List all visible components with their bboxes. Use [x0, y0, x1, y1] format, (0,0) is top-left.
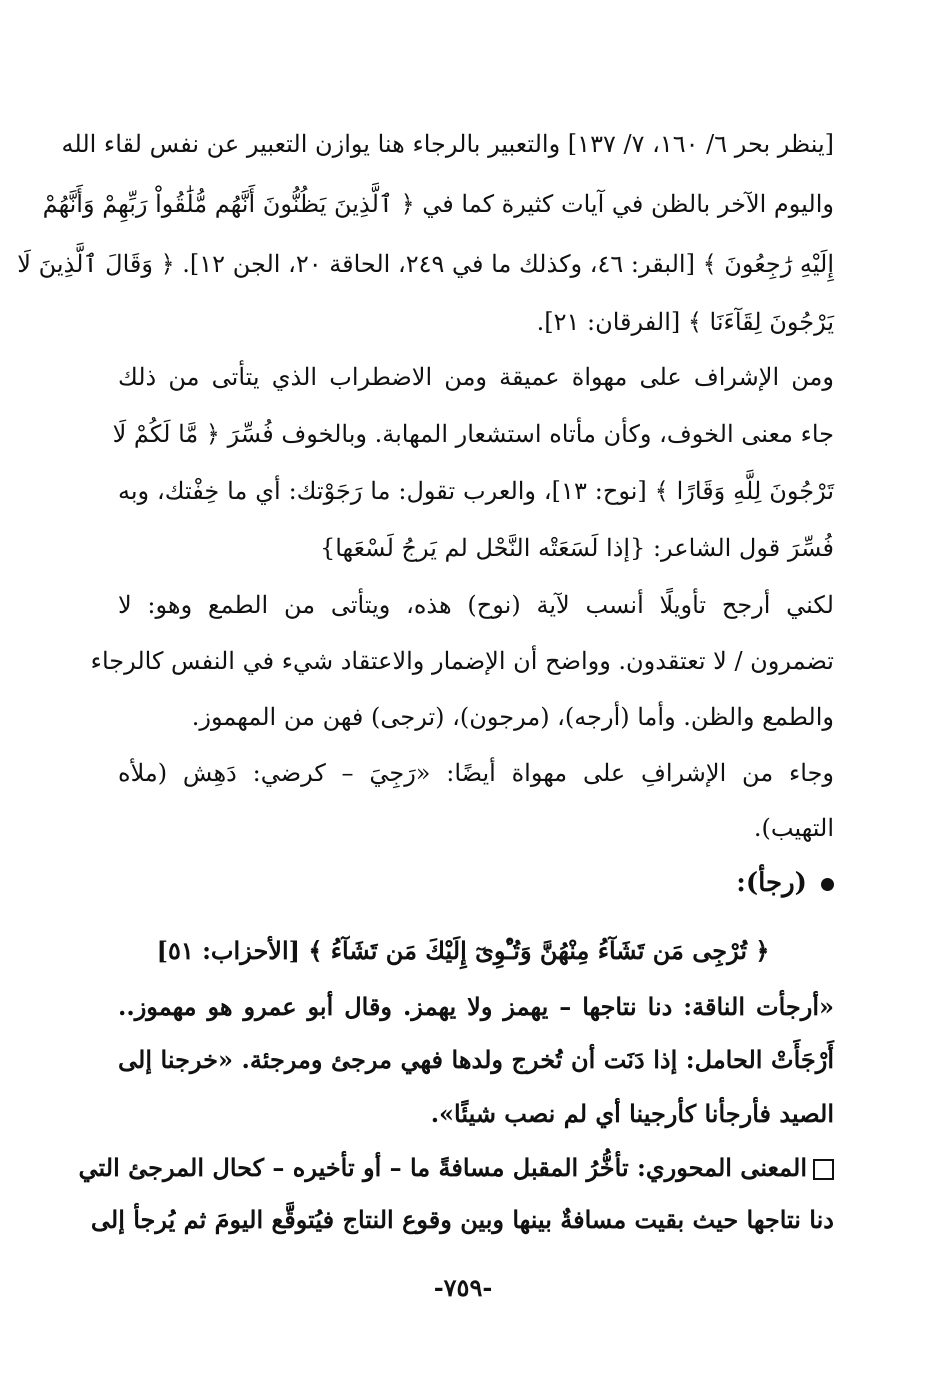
quote-line: «أرجأت الناقة: دنا نتاجها – يهمز ولا يهمز. وقال أبو عمرو هو مهموز..	[118, 992, 834, 1021]
text-line: فُسِّرَ قول الشاعر: {إذا لَسَعَتْه النَّحْل لم يَرجُ لَسْعَها}	[319, 534, 834, 562]
text-line: لكني أرجح تأويلًا أنسب لآية (نوح) هذه، ويتأتى من الطمع وهو: لا	[118, 591, 834, 619]
page-number: -٧٥٩-	[433, 1273, 493, 1302]
text-line: ومن الإشراف على مهواة عميقة ومن الاضطراب الذي يتأتى من ذلك	[118, 363, 834, 391]
text-line: يَرْجُونَ لِقَآءَنَا ﴾ [الفرقان: ٢١].	[536, 308, 834, 336]
square-box-icon	[813, 1159, 834, 1180]
bullet-icon	[821, 878, 834, 891]
core-meaning-line: المعنى المحوري: تأخُّرُ المقبل مسافةً ما – أو تأخيره – كحال المرجئ التي	[118, 1148, 834, 1192]
entry-heading	[118, 863, 834, 907]
text-line: [ينظر بحر ٦/ ١٦٠، ٧/ ١٣٧] والتعبير بالرجاء هنا يوازن التعبير عن نفس لقاء الله	[61, 130, 834, 158]
quote-line: الصيد فأرجأنا كأرجينا أي لم نصب شيئًا».	[430, 1099, 834, 1128]
text-line: وجاء من الإشرافِ على مهواة أيضًا: «رَجِيَ – كرضي: دَهِش (ملأه	[118, 759, 834, 787]
text-line: التهيب).	[753, 814, 834, 842]
text-line: تضمرون / لا تعتقدون. وواضح أن الإضمار والاعتقاد شيء في النفس كالرجاء	[90, 647, 834, 675]
quote-line: أَرْجَأَتْ الحامل: إذا دَنَت أن تُخرج ولدها فهي مرجئ ومرجئة. «خرجنا إلى	[118, 1045, 834, 1074]
entry-heading-text: (رجأ):	[736, 868, 807, 898]
text-line: واليوم الآخر بالظن في آيات كثيرة كما في ﴿ ٱلَّذِينَ يَظُنُّونَ أَنَّهُم مُّلَٰقُواْ رَبِّهِمْ وَأَنَّهُمْ	[42, 190, 834, 218]
core-meaning-line: دنا نتاجها حيث بقيت مسافةٌ بينها وبين وقوع النتاج فيُتوقَّع اليومَ ثم يُرجأ إلى	[90, 1205, 834, 1234]
quran-verse: ﴿ تُرْجِى مَن تَشَآءُ مِنْهُنَّ وَتُـْٔوِىٓ إِلَيْكَ مَن تَشَآءُ ﴾ [الأحزاب: ٥١]	[156, 936, 770, 965]
text-line: تَرْجُونَ لِلَّهِ وَقَارًا ﴾ [نوح: ١٣]، والعرب تقول: ما رَجَوْتك: أي ما خِفْتك، وبه	[118, 477, 834, 505]
text-line: جاء معنى الخوف، وكأن مأتاه استشعار المهابة. وبالخوف فُسِّرَ ﴿ مَّا لَكُمْ لَا	[112, 420, 834, 448]
text-line: إِلَيْهِ رَٰجِعُونَ ﴾ [البقر: ٤٦، وكذلك ما في ٢٤٩، الحاقة ٢٠، الجن ١٢]. ﴿ وَقَالَ ٱلَّذِينَ لَا	[17, 250, 834, 278]
text-line: والطمع والظن. وأما (أرجه)، (مرجون)، (ترجى) فهن من المهموز.	[191, 703, 834, 731]
